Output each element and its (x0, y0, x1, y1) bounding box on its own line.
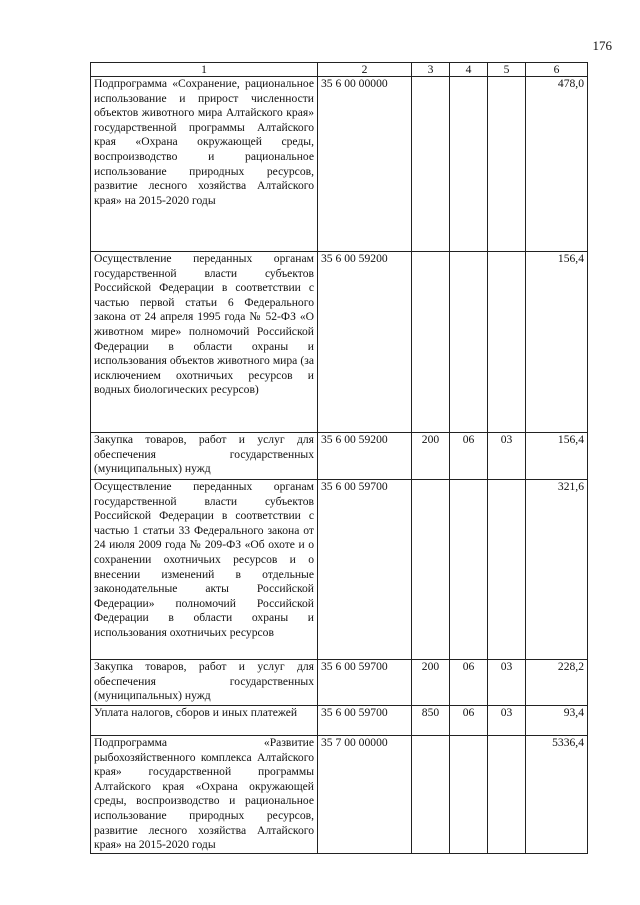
row-amount: 321,6 (526, 480, 588, 660)
row-col4 (450, 252, 488, 433)
column-header-4: 4 (450, 63, 488, 77)
table-row (91, 77, 588, 252)
row-col3: 200 (412, 433, 450, 480)
row-col3 (412, 77, 450, 252)
row-col4 (450, 77, 488, 252)
row-name: Подпрограмма «Сохранение, рациональное использование и прирост численности объектов животного мира Алтайского края» государственной программы Алтайского края «Охрана окружающей среды, воспроизводство и рациональное использование природных ресурсов, развитие лесного хозяйства Алтайского края» на 2015-2020 годы (91, 77, 318, 252)
row-col4: 06 (450, 706, 488, 736)
row-code: 35 6 00 00000 (318, 77, 412, 252)
row-name: Закупка товаров, работ и услуг для обеспечения государственных (муниципальных) нужд (91, 660, 318, 706)
row-col4 (450, 736, 488, 854)
row-col5 (488, 736, 526, 854)
table-header-row (91, 63, 588, 77)
table-row (91, 433, 588, 480)
row-col3: 850 (412, 706, 450, 736)
row-code: 35 6 00 59700 (318, 480, 412, 660)
table-row (91, 660, 588, 706)
row-code: 35 6 00 59200 (318, 433, 412, 480)
row-code: 35 6 00 59200 (318, 252, 412, 433)
row-col4 (450, 480, 488, 660)
row-amount: 156,4 (526, 252, 588, 433)
column-header-1: 1 (91, 63, 318, 77)
table-row (91, 736, 588, 854)
row-col5 (488, 252, 526, 433)
row-amount: 478,0 (526, 77, 588, 252)
column-header-5: 5 (488, 63, 526, 77)
table-row (91, 480, 588, 660)
row-col5 (488, 77, 526, 252)
row-col3: 200 (412, 660, 450, 706)
row-name: Осуществление переданных органам государственной власти субъектов Российской Федерации в соответствии с частью первой статьи 6 Федерального закона от 24 апреля 1995 года № 52-ФЗ «О животном мире» полномочий Российской Федерации в области охраны и использования объектов животного мира (за исключением охотничьих ресурсов и водных биологических ресурсов) (91, 252, 318, 433)
row-code: 35 6 00 59700 (318, 706, 412, 736)
row-name: Осуществление переданных органам государственной власти субъектов Российской Федерации в соответствии с частью 1 статьи 33 Федерального закона от 24 июля 2009 года № 209-ФЗ «Об охоте и о сохранении охотничьих ресурсов и о внесении изменений в отдельные законодательные акты Российской Федерации» полномочий Российской Федерации в области охраны и использования охотничьих ресурсов (91, 480, 318, 660)
row-col3 (412, 736, 450, 854)
row-code: 35 6 00 59700 (318, 660, 412, 706)
column-header-2: 2 (318, 63, 412, 77)
row-code: 35 7 00 00000 (318, 736, 412, 854)
table-row (91, 706, 588, 736)
column-header-3: 3 (412, 63, 450, 77)
row-amount: 228,2 (526, 660, 588, 706)
row-col3 (412, 480, 450, 660)
table-row (91, 252, 588, 433)
page-number: 176 (592, 38, 612, 53)
row-amount: 156,4 (526, 433, 588, 480)
row-name: Подпрограмма «Развитие рыбохозяйственного комплекса Алтайского края» государственной программы Алтайского края «Охрана окружающей среды, воспроизводство и рациональное использование природных ресурсов, развитие лесного хозяйства Алтайского края» на 2015-2020 годы (91, 736, 318, 854)
row-col5: 03 (488, 660, 526, 706)
row-amount: 93,4 (526, 706, 588, 736)
row-col4: 06 (450, 433, 488, 480)
column-header-6: 6 (526, 63, 588, 77)
budget-table (90, 62, 588, 854)
row-col5: 03 (488, 706, 526, 736)
row-name: Уплата налогов, сборов и иных платежей (91, 706, 318, 736)
row-col5: 03 (488, 433, 526, 480)
row-name: Закупка товаров, работ и услуг для обеспечения государственных (муниципальных) нужд (91, 433, 318, 480)
row-amount: 5336,4 (526, 736, 588, 854)
row-col4: 06 (450, 660, 488, 706)
row-col3 (412, 252, 450, 433)
row-col5 (488, 480, 526, 660)
